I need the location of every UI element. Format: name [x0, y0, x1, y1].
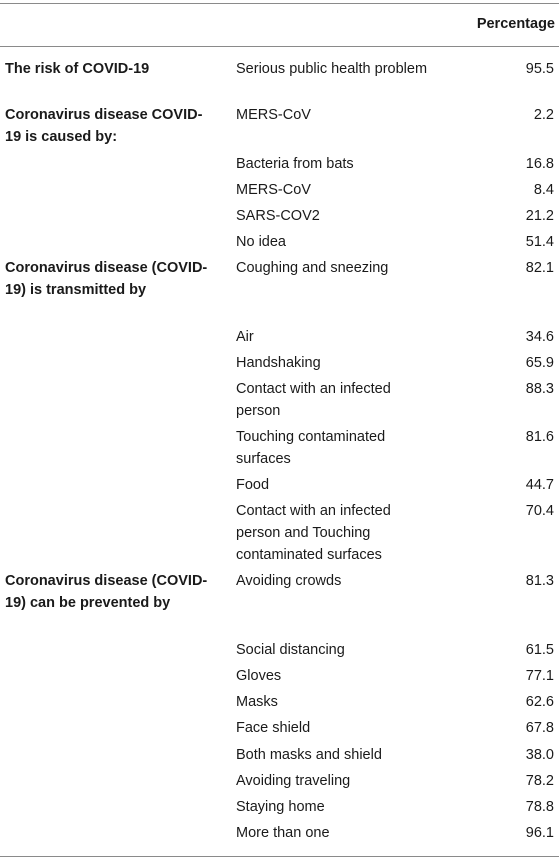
percentage-column-header: Percentage — [476, 16, 555, 32]
row-value: 62.6 — [525, 694, 554, 710]
row-value: 78.8 — [525, 799, 554, 815]
row-item: Food — [236, 477, 270, 493]
row-item: Masks — [236, 694, 278, 710]
row-value: 77.1 — [525, 668, 554, 684]
row-item: Avoiding traveling — [236, 773, 351, 789]
row-item: Serious public health problem — [236, 61, 428, 77]
row-value: 16.8 — [525, 156, 554, 172]
row-value: 44.7 — [525, 477, 554, 493]
row-item: Contact with an infected person — [236, 381, 391, 419]
row-item: Air — [236, 329, 254, 345]
table-bottom-rule — [0, 856, 559, 857]
row-value: 95.5 — [525, 61, 554, 77]
row-value: 78.2 — [525, 773, 554, 789]
row-item: Contact with an infected person and Touching contaminated surfaces — [236, 503, 391, 563]
row-item: Bacteria from bats — [236, 156, 354, 172]
row-item: Staying home — [236, 799, 325, 815]
row-value: 81.3 — [525, 573, 554, 589]
row-item: MERS-CoV — [236, 107, 311, 123]
row-value: 82.1 — [525, 260, 554, 276]
row-value: 8.4 — [533, 182, 554, 198]
row-value: 70.4 — [525, 503, 554, 519]
row-item: Gloves — [236, 668, 282, 684]
header-bottom-rule — [0, 46, 559, 47]
table-top-rule — [0, 3, 559, 4]
row-value: 96.1 — [525, 825, 554, 841]
row-category: Coronavirus disease (COVID-19) is transmitted by — [5, 260, 208, 298]
row-value: 61.5 — [525, 642, 554, 658]
row-item: No idea — [236, 234, 286, 250]
row-category: The risk of COVID-19 — [5, 61, 150, 77]
row-item: Touching contaminated surfaces — [236, 429, 386, 467]
row-value: 67.8 — [525, 720, 554, 736]
row-category: Coronavirus disease (COVID-19) can be prevented by — [5, 573, 208, 611]
row-value: 34.6 — [525, 329, 554, 345]
row-value: 88.3 — [525, 381, 554, 397]
row-value: 81.6 — [525, 429, 554, 445]
row-value: 51.4 — [525, 234, 554, 250]
row-value: 38.0 — [525, 747, 554, 763]
row-item: More than one — [236, 825, 330, 841]
row-item: MERS-CoV — [236, 182, 311, 198]
row-item: Face shield — [236, 720, 311, 736]
row-item: Avoiding crowds — [236, 573, 342, 589]
row-category: Coronavirus disease COVID-19 is caused by: — [5, 107, 203, 145]
row-value: 65.9 — [525, 355, 554, 371]
row-item: Both masks and shield — [236, 747, 382, 763]
row-item: Coughing and sneezing — [236, 260, 389, 276]
row-item: Handshaking — [236, 355, 321, 371]
row-value: 2.2 — [533, 107, 554, 123]
row-value: 21.2 — [525, 208, 554, 224]
row-item: Social distancing — [236, 642, 345, 658]
row-item: SARS-COV2 — [236, 208, 320, 224]
